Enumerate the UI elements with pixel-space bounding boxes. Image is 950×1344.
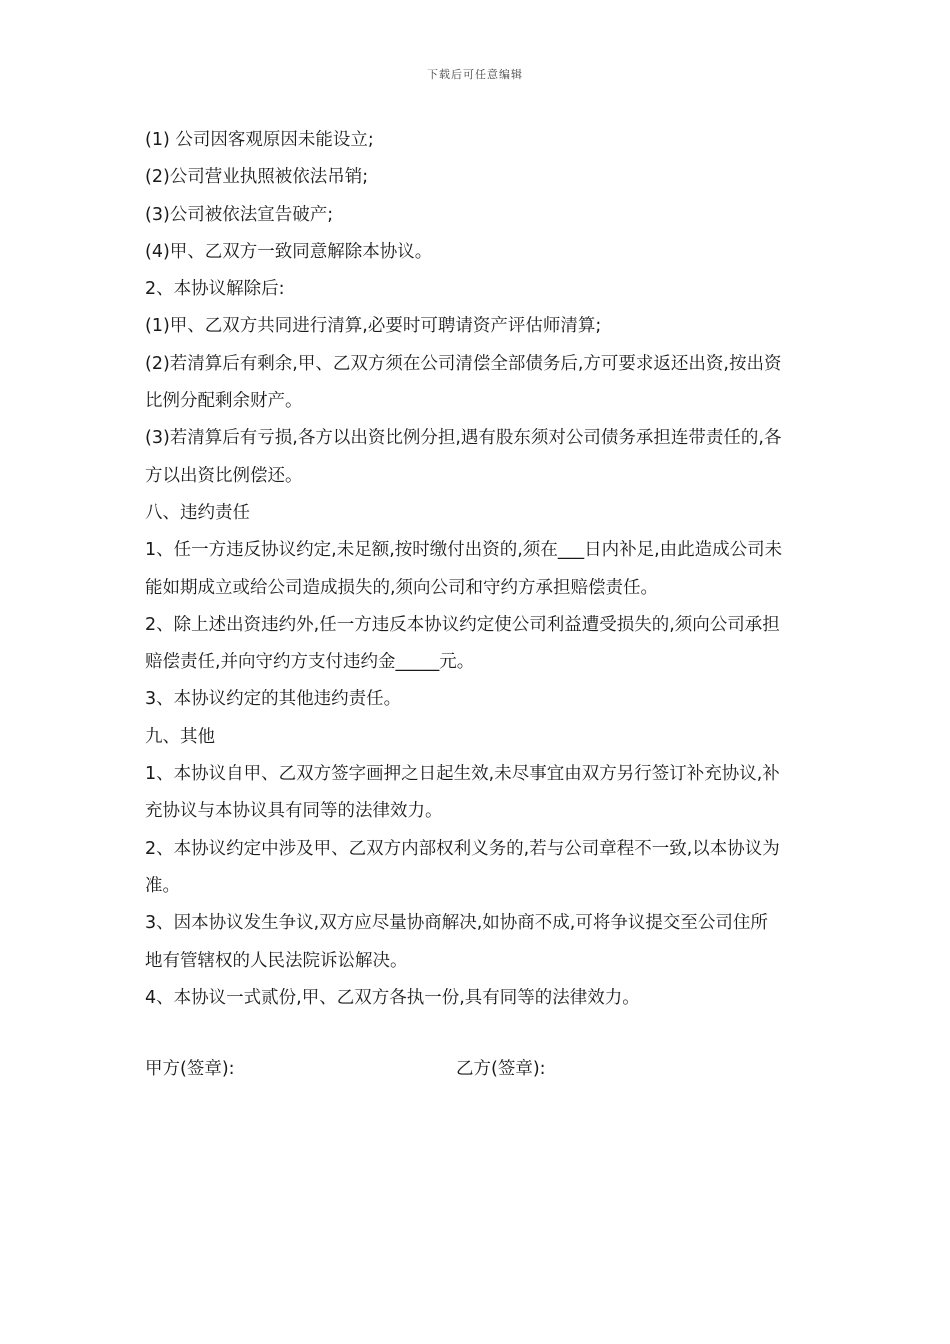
text-line: (3)公司被依法宣告破产; — [145, 204, 334, 225]
text-line: (1)甲、乙双方共同进行清算,必要时可聘请资产评估师清算; — [145, 316, 602, 337]
text-line: (1) 公司因客观原因未能设立; — [145, 130, 374, 150]
text-line: (2)公司营业执照被依法吊销; — [145, 167, 369, 188]
section-heading: 九、其他 — [145, 726, 215, 747]
party-a-signature-label: 甲方(签章): — [145, 1059, 235, 1079]
text-line: 2、除上述出资违约外,任一方违反本协议约定使公司利益遭受损失的,须向公司承担 — [145, 614, 780, 635]
text-line: (2)若清算后有剩余,甲、乙双方须在公司清偿全部债务后,方可要求返还出资,按出资 — [145, 353, 782, 374]
document-body — [145, 122, 810, 1017]
section-heading: 八、违约责任 — [145, 502, 250, 523]
text-line: 充协议与本协议具有同等的法律效力。 — [145, 801, 443, 822]
party-b-signature-label: 乙方(签章): — [456, 1059, 546, 1079]
text-line: 1、本协议自甲、乙双方签字画押之日起生效,未尽事宜由双方另行签订补充协议,补 — [145, 764, 780, 785]
page-header: 下载后可任意编辑 — [427, 68, 523, 81]
text-line: 比例分配剩余财产。 — [145, 391, 303, 412]
text-line: 赔偿责任,并向守约方支付违约金_____元。 — [145, 652, 475, 673]
signature-row — [145, 1053, 810, 1085]
text-line: 3、本协议约定的其他违约责任。 — [145, 689, 402, 710]
text-line: (4)甲、乙双方一致同意解除本协议。 — [145, 241, 433, 262]
text-line: 4、本协议一式贰份,甲、乙双方各执一份,具有同等的法律效力。 — [145, 987, 640, 1008]
text-line: 2、本协议约定中涉及甲、乙双方内部权利义务的,若与公司章程不一致,以本协议为 — [145, 838, 780, 859]
text-line: 3、因本协议发生争议,双方应尽量协商解决,如协商不成,可将争议提交至公司住所 — [145, 913, 768, 934]
text-line: 准。 — [145, 875, 180, 896]
text-line: 2、本协议解除后: — [145, 279, 285, 300]
text-line: 能如期成立或给公司造成损失的,须向公司和守约方承担赔偿责任。 — [145, 577, 659, 598]
text-line: 1、任一方违反协议约定,未足额,按时缴付出资的,须在___日内补足,由此造成公司未 — [145, 540, 783, 561]
text-line: 地有管辖权的人民法院诉讼解决。 — [145, 950, 408, 971]
text-line: (3)若清算后有亏损,各方以出资比例分担,遇有股东须对公司债务承担连带责任的,各 — [145, 428, 782, 449]
text-line: 方以出资比例偿还。 — [145, 465, 303, 486]
